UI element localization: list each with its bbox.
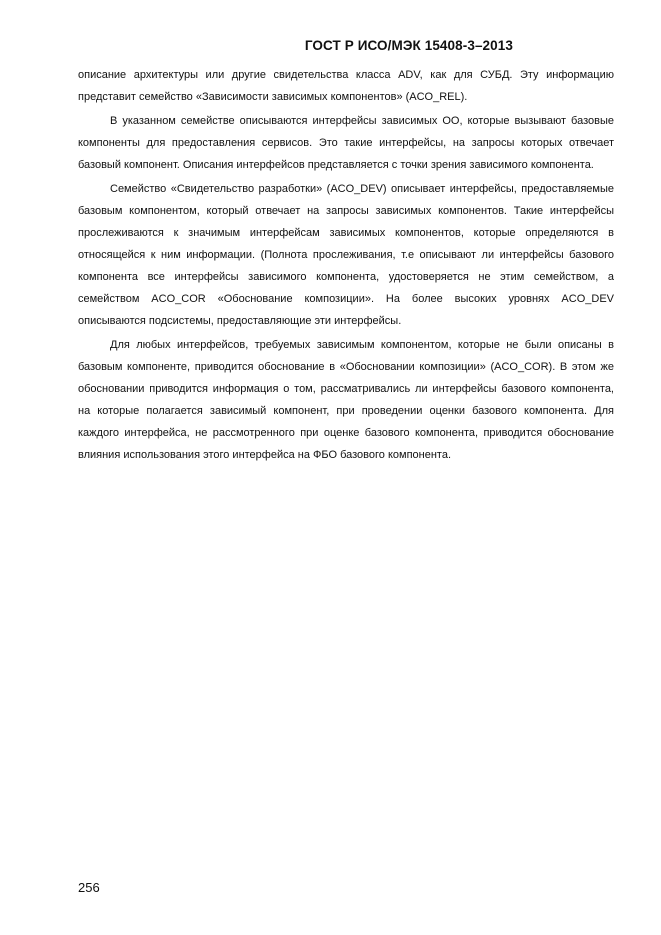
document-header-title: ГОСТ Р ИСО/МЭК 15408-3–2013 [304, 38, 513, 53]
text-line: базовый компонент. Описания интерфейсов представляется с точки зрения зависимого компонента. [78, 159, 594, 171]
text-line: компоненты для предоставления сервисов. Это такие интерфейсы, на запросы которых отвечает [78, 137, 614, 149]
paragraph [78, 64, 614, 108]
text-line: представит семейство «Зависимости зависимых компонентов» (ACO_REL). [78, 91, 468, 103]
text-line: прослеживаются к значимым интерфейсам зависимых компонентов, которые определяются в [78, 227, 614, 239]
text-line: компонента все интерфейсы зависимого компонента, удостоверяется не этим семейством, а [78, 271, 614, 283]
text-line: описание архитектуры или другие свидетельства класса ADV, как для СУБД. Эту информацию [78, 69, 614, 81]
text-line: Для любых интерфейсов, требуемых зависимым компонентом, которые не были описаны в [110, 339, 614, 351]
text-line: описываются подсистемы, предоставляющие эти интерфейсы. [78, 315, 402, 327]
paragraph [78, 178, 614, 332]
text-line: обосновании приводится информация о том, рассматривались ли интерфейсы базового компонента, [78, 383, 614, 395]
text-line: Семейство «Свидетельство разработки» (ACO_DEV) описывает интерфейсы, предоставляемые [110, 183, 614, 195]
page-number: 256 [78, 880, 100, 895]
text-line: базовым компоненте, приводится обоснование в «Обосновании композиции» (ACO_COR). В этом же [78, 361, 614, 373]
text-line: каждого интерфейса, не рассмотренного при оценке базового компонента, приводится обоснование [78, 427, 614, 439]
document-body [78, 64, 614, 468]
text-line: семейством ACO_COR «Обоснование композиции». На более высоких уровнях ACO_DEV [78, 293, 614, 305]
text-line: влияния использования этого интерфейса на ФБО базового компонента. [78, 449, 452, 461]
paragraph [78, 110, 614, 176]
text-line: базовым компонентом, который отвечает на запросы зависимых компонентов. Такие интерфейсы [78, 205, 614, 217]
text-line: относящейся к ним информации. (Полнота прослеживания, т.е описывают ли интерфейсы базового [78, 249, 614, 261]
text-line: В указанном семействе описываются интерфейсы зависимых ОО, которые вызывают базовые [110, 115, 614, 127]
paragraph [78, 334, 614, 466]
text-line: на которые полагается зависимый компонент, при проведении оценки базового компонента. Для [78, 405, 614, 417]
